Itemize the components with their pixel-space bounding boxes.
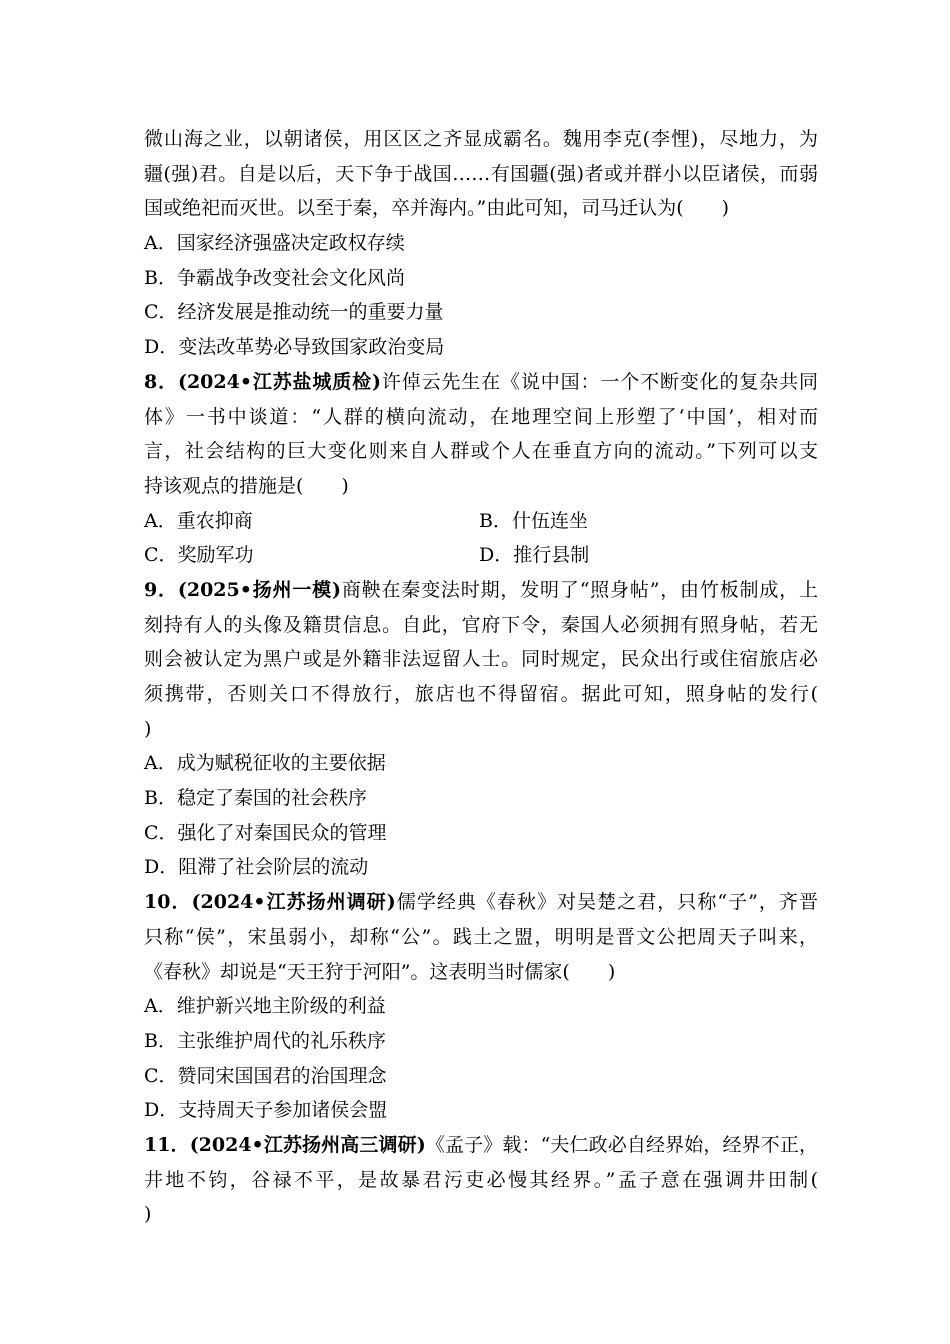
q7-stem-line-1: 微山海之业，以朝诸侯，用区区之齐显成霸名。魏用李克(李悝)，尽地力，为 [144,128,818,150]
q7-option-d: D．变法改革势必导致国家政治变局 [144,336,445,359]
q8-option-c: C．奖励军功 [144,544,254,567]
q9-stem-line-3: 则会被认定为黑户或是外籍非法逗留人士。同时规定，民众出行或住宿旅店必 [144,648,818,671]
q10-option-b: B．主张维护周代的礼乐秩序 [144,1029,386,1052]
q10-number: 10． [144,891,192,914]
q9-stem-line-1 [144,573,818,608]
q10-source: (2024•江苏扬州调研) [191,891,396,914]
q11-stem-line-3: ) [144,1203,152,1226]
q11-stem-text: 《孟子》载：“夫仁政必自经界始，经界不正， [425,1133,818,1156]
q9-stem-text: 商鞅在秦变法时期，发明了“照身帖”，由竹板制成，上 [341,578,818,601]
q8-number: 8． [144,370,178,393]
q7-option-a: A．国家经济强盛决定政权存续 [144,232,405,255]
q9-source: (2025•扬州一模) [177,578,341,601]
q10-option-a: A．维护新兴地主阶级的利益 [144,995,386,1018]
q9-stem-line-4: 须携带，否则关口不得放行，旅店也不得留宿。据此可知，照身帖的发行( [144,683,818,705]
q8-options-row-1 [144,504,818,539]
q7-option-b: B．争霸战争改变社会文化风尚 [144,266,405,289]
q8-option-d: D．推行县制 [479,544,590,567]
q10-stem-line-2: 只称“侯”，宋虽弱小，却称“公”。践土之盟，明明是晋文公把周天子叫来， [144,925,818,948]
q8-stem-line-4: 持该观点的措施是( ) [144,474,349,497]
q8-stem-text: 许倬云先生在《说中国：一个不断变化的复杂共同 [381,370,818,393]
q11-stem-line-2: 井地不钧，谷禄不平，是故暴君污吏必慢其经界。”孟子意在强调井田制( [144,1168,818,1191]
q9-option-c: C．强化了对秦国民众的管理 [144,821,387,844]
q8-source: (2024•江苏盐城质检) [177,370,381,393]
q10-option-c: C．赞同宋国国君的治国理念 [144,1064,387,1087]
q9-stem-line-2: 刻持有人的头像及籍贯信息。自此，官府下令，秦国人必须拥有照身帖，若无 [144,613,818,636]
q9-option-d: D．阻滞了社会阶层的流动 [144,856,369,879]
q10-option-d: D．支持周天子参加诸侯会盟 [144,1099,388,1122]
q9-stem-line-5: ) [144,717,152,740]
q8-options-row-2 [144,538,818,573]
q7-stem-line-3: 国或绝祀而灭世。以至于秦，卒并海内。”由此可知，司马迁认为( ) [144,197,730,220]
q8-option-a: A．重农抑商 [144,509,253,532]
q7-stem-line-2: 疆(强)君。自是以后，天下争于战国……有国疆(强)者或并群小以臣诸侯，而弱 [144,162,818,185]
q8-stem-line-3: 言，社会结构的巨大变化则来自人群或个人在垂直方向的流动。”下列可以支 [144,440,818,463]
q9-number: 9． [144,578,178,601]
q10-stem-text: 儒学经典《春秋》对吴楚之君，只称“子”，齐晋 [395,891,818,914]
q11-stem-line-1 [144,1128,818,1163]
q7-option-c: C．经济发展是推动统一的重要力量 [144,301,444,324]
q11-source: (2024•江苏扬州高三调研) [189,1133,426,1156]
q8-stem-line-2: 体》一书中谈道：“人群的横向流动，在地理空间上形塑了‘中国’，相对而 [144,405,818,428]
question-column [144,122,818,1232]
q10-stem-line-3: 《春秋》却说是“天王狩于河阳”。这表明当时儒家( ) [144,960,616,983]
q9-option-a: A．成为赋税征收的主要依据 [144,752,386,775]
q10-stem-line-1 [144,885,818,920]
q9-option-b: B．稳定了秦国的社会秩序 [144,787,367,810]
q8-stem-line-1 [144,365,818,400]
q11-number: 11． [144,1133,190,1156]
q8-option-b: B．什伍连坐 [479,509,588,532]
